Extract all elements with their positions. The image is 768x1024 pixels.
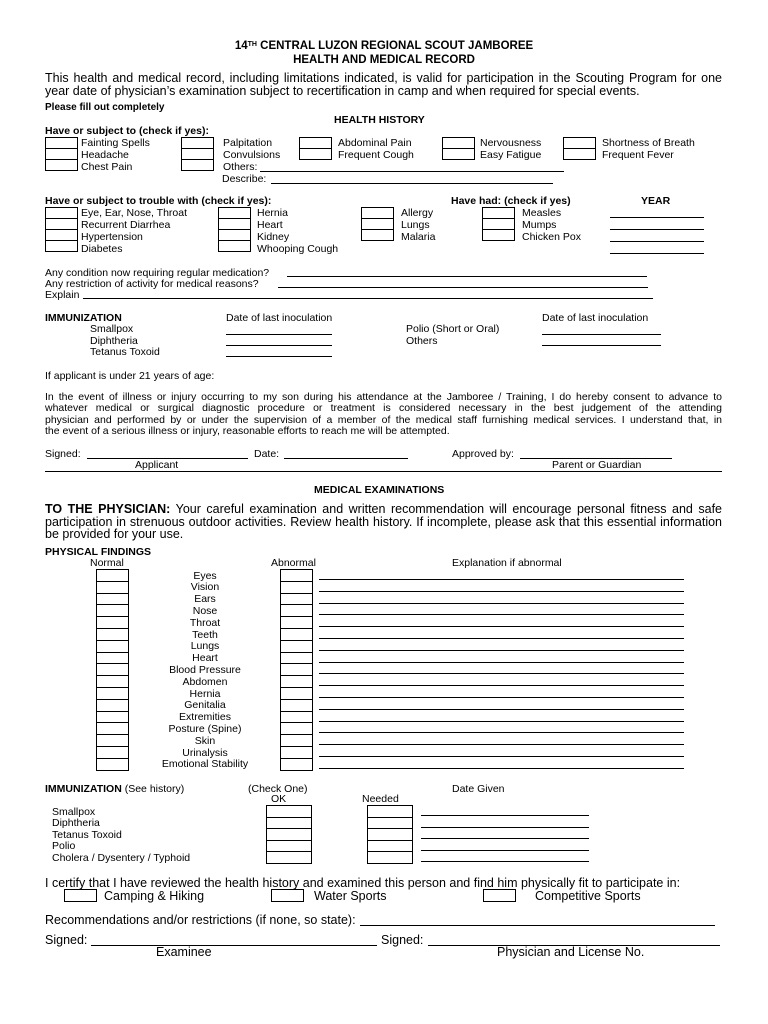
trouble-label-item: Heart [257,219,283,231]
certify-option: Water Sports [314,889,387,903]
immunization-item: Polio (Short or Oral) [406,323,500,335]
normal-header: Normal [90,557,124,569]
checkbox-abdominal-pain[interactable] [299,137,332,148]
explanation-line[interactable] [319,614,684,615]
trouble-label-item: Whooping Cough [257,243,339,255]
checkbox-heart[interactable] [218,218,251,229]
normal-checkbox[interactable] [96,616,129,628]
abnormal-checkbox[interactable] [280,628,313,640]
checkbox-headache[interactable] [45,148,78,159]
consent-line-2: whatever medical or surgical diagnostic procedure or treatment is considered necessary in the best judgement of the attending [45,402,722,414]
checkbox-nervousness[interactable] [442,137,475,148]
trouble-label-item: Lungs [401,219,430,231]
trouble-label-item: Kidney [257,231,290,243]
date-given-line[interactable] [421,838,589,839]
explanation-line[interactable] [319,626,684,627]
needed-checkbox[interactable] [367,851,413,864]
hh-label: Abdominal Pain [338,137,412,149]
intro-line-2: year date of physician’s examination subject to recertification in camp and when required for special events. [45,84,640,98]
physician-signed-label: Signed: [381,933,424,947]
abnormal-checkbox[interactable] [280,687,313,699]
signed-label: Signed: [45,448,81,460]
hh-label: Easy Fatigue [480,149,542,161]
title-superscript: TH [247,41,257,48]
trouble-label-item: Malaria [401,231,436,243]
checkbox-diabetes[interactable] [45,240,78,252]
finding-label: Emotional Stability [161,758,249,771]
inoculation-date-line[interactable] [542,334,661,335]
normal-checkbox[interactable] [96,711,129,723]
trouble-label-item: Hernia [257,207,288,219]
ok-checkbox[interactable] [266,851,312,864]
checkbox-frequent-fever[interactable] [563,148,596,160]
ok-checkbox[interactable] [266,840,312,852]
finding-label: Blood Pressure [169,663,241,676]
explanation-line[interactable] [319,579,684,580]
abnormal-checkbox[interactable] [280,663,313,675]
finding-label: Hernia [189,687,221,700]
abnormal-checkbox[interactable] [280,734,313,746]
intro-line-1: This health and medical record, including limitations indicated, is valid for participation in the Scouting Program for one [45,71,722,85]
abnormal-checkbox[interactable] [280,581,313,593]
explain-line[interactable] [83,298,653,299]
finding-label: Teeth [192,628,218,641]
hh-label: Frequent Fever [602,149,674,161]
finding-label: Lungs [190,640,220,653]
abnormal-checkbox[interactable] [280,746,313,758]
checkbox-chest-pain[interactable] [45,159,78,171]
finding-label: Eyes [193,569,217,582]
certify-option: Camping & Hiking [104,889,205,903]
checkbox-malaria[interactable] [361,229,394,241]
trouble-label-item: Allergy [401,207,434,219]
abnormal-checkbox[interactable] [280,569,313,581]
explanation-line[interactable] [319,673,684,674]
hh-label: Nervousness [480,137,542,149]
normal-checkbox[interactable] [96,687,129,699]
immunization2-item: Tetanus Toxoid [52,828,122,841]
guardian-caption: Parent or Guardian [552,459,642,471]
abnormal-checkbox[interactable] [280,675,313,687]
date-given-label: Date Given [452,783,505,795]
checkbox-water-sports[interactable] [271,889,304,902]
abnormal-checkbox[interactable] [280,652,313,664]
checkbox-allergy[interactable] [361,207,394,218]
checkbox-diarrhea[interactable] [45,218,78,229]
under-21-label: If applicant is under 21 years of age: [45,370,215,382]
normal-checkbox[interactable] [96,758,129,771]
normal-checkbox[interactable] [96,663,129,675]
finding-label: Posture (Spine) [168,722,242,735]
checkbox-easy-fatigue[interactable] [442,148,475,160]
inoculation-date-line[interactable] [226,345,332,346]
abnormal-checkbox[interactable] [280,758,313,771]
explanation-line[interactable] [319,685,684,686]
normal-checkbox[interactable] [96,640,129,652]
checkbox-shortness-breath[interactable] [563,137,596,148]
trouble-label-item: Hypertension [81,231,143,243]
checkbox-frequent-cough[interactable] [299,148,332,160]
hh-label: Frequent Cough [338,149,414,161]
physician-line-2: participation in strenuous outdoor activities. Review health history. If incomplete, please ask that this essential information [45,515,722,529]
explanation-header: Explanation if abnormal [452,557,562,569]
findings-title: PHYSICAL FINDINGS [45,546,151,558]
checkbox-chicken-pox[interactable] [482,229,515,241]
physician-caption: Physician and License No. [497,945,645,959]
trouble-label-item: Eye, Ear, Nose, Throat [81,207,188,219]
ok-label: OK [271,793,287,805]
date-label: Date: [254,448,280,460]
consent-line-3: physician and performed by or under the supervision of a member of the medical staff furnishing medical services. I understand that, in [45,414,722,426]
normal-checkbox[interactable] [96,722,129,734]
immunization-item: Diphtheria [90,335,138,347]
immunization2-item: Cholera / Dysentery / Typhoid [52,851,191,864]
immunization-item: Smallpox [90,323,134,335]
checkbox-whooping-cough[interactable] [218,240,251,252]
hh-label: Palpitation [223,137,273,149]
explanation-line[interactable] [319,591,684,592]
explanation-line[interactable] [319,732,684,733]
examinee-caption: Examinee [156,945,212,959]
ok-checkbox[interactable] [266,805,312,817]
checkbox-others[interactable] [181,159,214,171]
immunization2-item: Polio [52,840,76,852]
finding-label: Vision [190,581,220,594]
hh-label: Headache [81,149,129,161]
explanation-line[interactable] [319,662,684,663]
finding-label: Abdomen [182,675,228,688]
finding-label: Nose [192,604,218,617]
abnormal-checkbox[interactable] [280,711,313,723]
consent-line-4: the event of a serious illness or injury, reasonable efforts to reach me will be attempted. [45,425,450,437]
checkbox-fainting[interactable] [45,137,78,148]
immunization2-item: Smallpox [52,805,96,818]
date-line[interactable] [284,458,408,459]
immunization-item: Tetanus Toxoid [90,346,160,358]
abnormal-checkbox[interactable] [280,699,313,711]
finding-label: Ears [194,593,216,606]
inoculation-date-line[interactable] [226,356,332,357]
checkbox-hernia[interactable] [218,207,251,218]
describe-line[interactable] [271,183,553,184]
year-label: YEAR [641,195,671,207]
inoculation-date-label: Date of last inoculation [226,312,333,324]
finding-label: Extremities [179,711,231,724]
year-line[interactable] [610,229,704,230]
explanation-line[interactable] [319,709,684,710]
checkbox-camping[interactable] [64,889,97,902]
normal-checkbox[interactable] [96,652,129,664]
date-given-line[interactable] [421,850,589,851]
certify-text: I certify that I have reviewed the health history and examined this person and find him physically fit to participate in: [45,876,681,890]
abnormal-checkbox[interactable] [280,604,313,616]
normal-checkbox[interactable] [96,569,129,581]
have-had-item: Mumps [522,219,557,231]
checkbox-convulsions[interactable] [181,148,214,159]
have-had-label: Have had: (check if yes) [451,195,571,207]
immunization-item: Others [406,335,438,347]
checkbox-eent[interactable] [45,207,78,218]
finding-label: Skin [194,734,216,747]
others-line[interactable] [260,171,564,172]
explanation-line[interactable] [319,697,684,698]
explain-label: Explain [45,289,80,301]
health-history-title: HEALTH HISTORY [334,114,425,126]
ok-checkbox[interactable] [266,817,312,829]
checkbox-kidney[interactable] [218,229,251,240]
normal-checkbox[interactable] [96,581,129,593]
abnormal-checkbox[interactable] [280,593,313,605]
hh-label: Others: [223,161,258,173]
checkbox-lungs[interactable] [361,218,394,229]
abnormal-checkbox[interactable] [280,640,313,652]
physician-text-1: Your careful examination and written recommendation will encourage personal fitness and safe [175,502,723,516]
immunization2-title: IMMUNIZATION [45,783,122,795]
certify-option: Competitive Sports [535,889,641,903]
normal-checkbox[interactable] [96,734,129,746]
recommendations-label: Recommendations and/or restrictions (if none, so state): [45,913,356,927]
have-had-item: Chicken Pox [522,231,581,243]
checkbox-palpitation[interactable] [181,137,214,148]
needed-checkbox[interactable] [367,840,413,852]
title-text: CENTRAL LUZON REGIONAL SCOUT JAMBOREE [260,40,534,52]
normal-checkbox[interactable] [96,593,129,605]
applicant-caption: Applicant [135,459,179,471]
trouble-label: Have or subject to trouble with (check if yes): [45,195,272,207]
hh-label: Chest Pain [81,161,133,173]
abnormal-checkbox[interactable] [280,722,313,734]
trouble-label-item: Diabetes [81,243,123,255]
explanation-line[interactable] [319,638,684,639]
restriction-label: Any restriction of activity for medical reasons? [45,278,259,290]
checkbox-hypertension[interactable] [45,229,78,240]
needed-checkbox[interactable] [367,828,413,840]
to-physician-label: TO THE PHYSICIAN: [45,502,171,516]
finding-label: Throat [189,616,221,629]
see-history: (See history) [124,783,185,795]
fill-note: Please fill out completely [45,102,165,113]
hh-label: Shortness of Breath [602,137,695,149]
year-line[interactable] [610,241,704,242]
finding-label: Genitalia [184,699,226,712]
needed-label: Needed [362,793,399,805]
year-line[interactable] [610,253,704,254]
explanation-line[interactable] [319,756,684,757]
inoculation-date-line[interactable] [542,345,661,346]
examinee-signed-label: Signed: [45,933,88,947]
finding-label: Urinalysis [182,746,228,759]
restriction-line[interactable] [278,287,648,288]
normal-checkbox[interactable] [96,699,129,711]
normal-checkbox[interactable] [96,746,129,758]
hh-label: Fainting Spells [81,137,150,149]
normal-checkbox[interactable] [96,675,129,687]
explanation-line[interactable] [319,744,684,745]
date-given-line[interactable] [421,815,589,816]
describe-label: Describe: [222,173,267,185]
needed-checkbox[interactable] [367,805,413,817]
section-divider [45,471,722,472]
title-number: 14 [234,40,248,52]
immunization2-item: Diphtheria [52,817,100,829]
check-one-label: (Check One) [248,783,308,795]
explanation-line[interactable] [319,721,684,722]
explanation-line[interactable] [319,650,684,651]
immunization2-header [45,783,184,795]
form-title [0,39,768,53]
inoculation-date-line[interactable] [226,334,332,335]
consent-line-1: In the event of illness or injury occurring to my son during his attendance at the Jamboree / Training, I do hereby consent to advance to [45,391,722,403]
immunization-title: IMMUNIZATION [45,312,122,324]
date-given-line[interactable] [421,827,589,828]
normal-checkbox[interactable] [96,628,129,640]
examinee-signature-line[interactable] [91,945,377,946]
explanation-line[interactable] [319,768,684,769]
form-subtitle: HEALTH AND MEDICAL RECORD [293,54,475,66]
normal-checkbox[interactable] [96,604,129,616]
abnormal-checkbox[interactable] [280,616,313,628]
needed-checkbox[interactable] [367,817,413,829]
have-had-item: Measles [522,207,562,219]
trouble-label-item: Recurrent Diarrhea [81,219,171,231]
year-line[interactable] [610,217,704,218]
ok-checkbox[interactable] [266,828,312,840]
medication-label: Any condition now requiring regular medication? [45,267,270,279]
finding-label: Heart [192,652,218,665]
medical-title: MEDICAL EXAMINATIONS [314,484,445,496]
checkbox-competitive-sports[interactable] [483,889,516,902]
abnormal-header: Abnormal [271,557,316,569]
medication-line[interactable] [287,276,647,277]
checkbox-measles[interactable] [482,207,515,218]
date-given-line[interactable] [421,861,589,862]
hh-label: Convulsions [223,149,281,161]
health-check-label: Have or subject to (check if yes): [45,125,209,137]
checkbox-mumps[interactable] [482,218,515,229]
physician-line-3: be provided for your use. [45,527,184,541]
explanation-line[interactable] [319,603,684,604]
approved-label: Approved by: [452,448,514,460]
inoculation-date-label: Date of last inoculation [542,312,649,324]
recommendations-line[interactable] [360,925,715,926]
